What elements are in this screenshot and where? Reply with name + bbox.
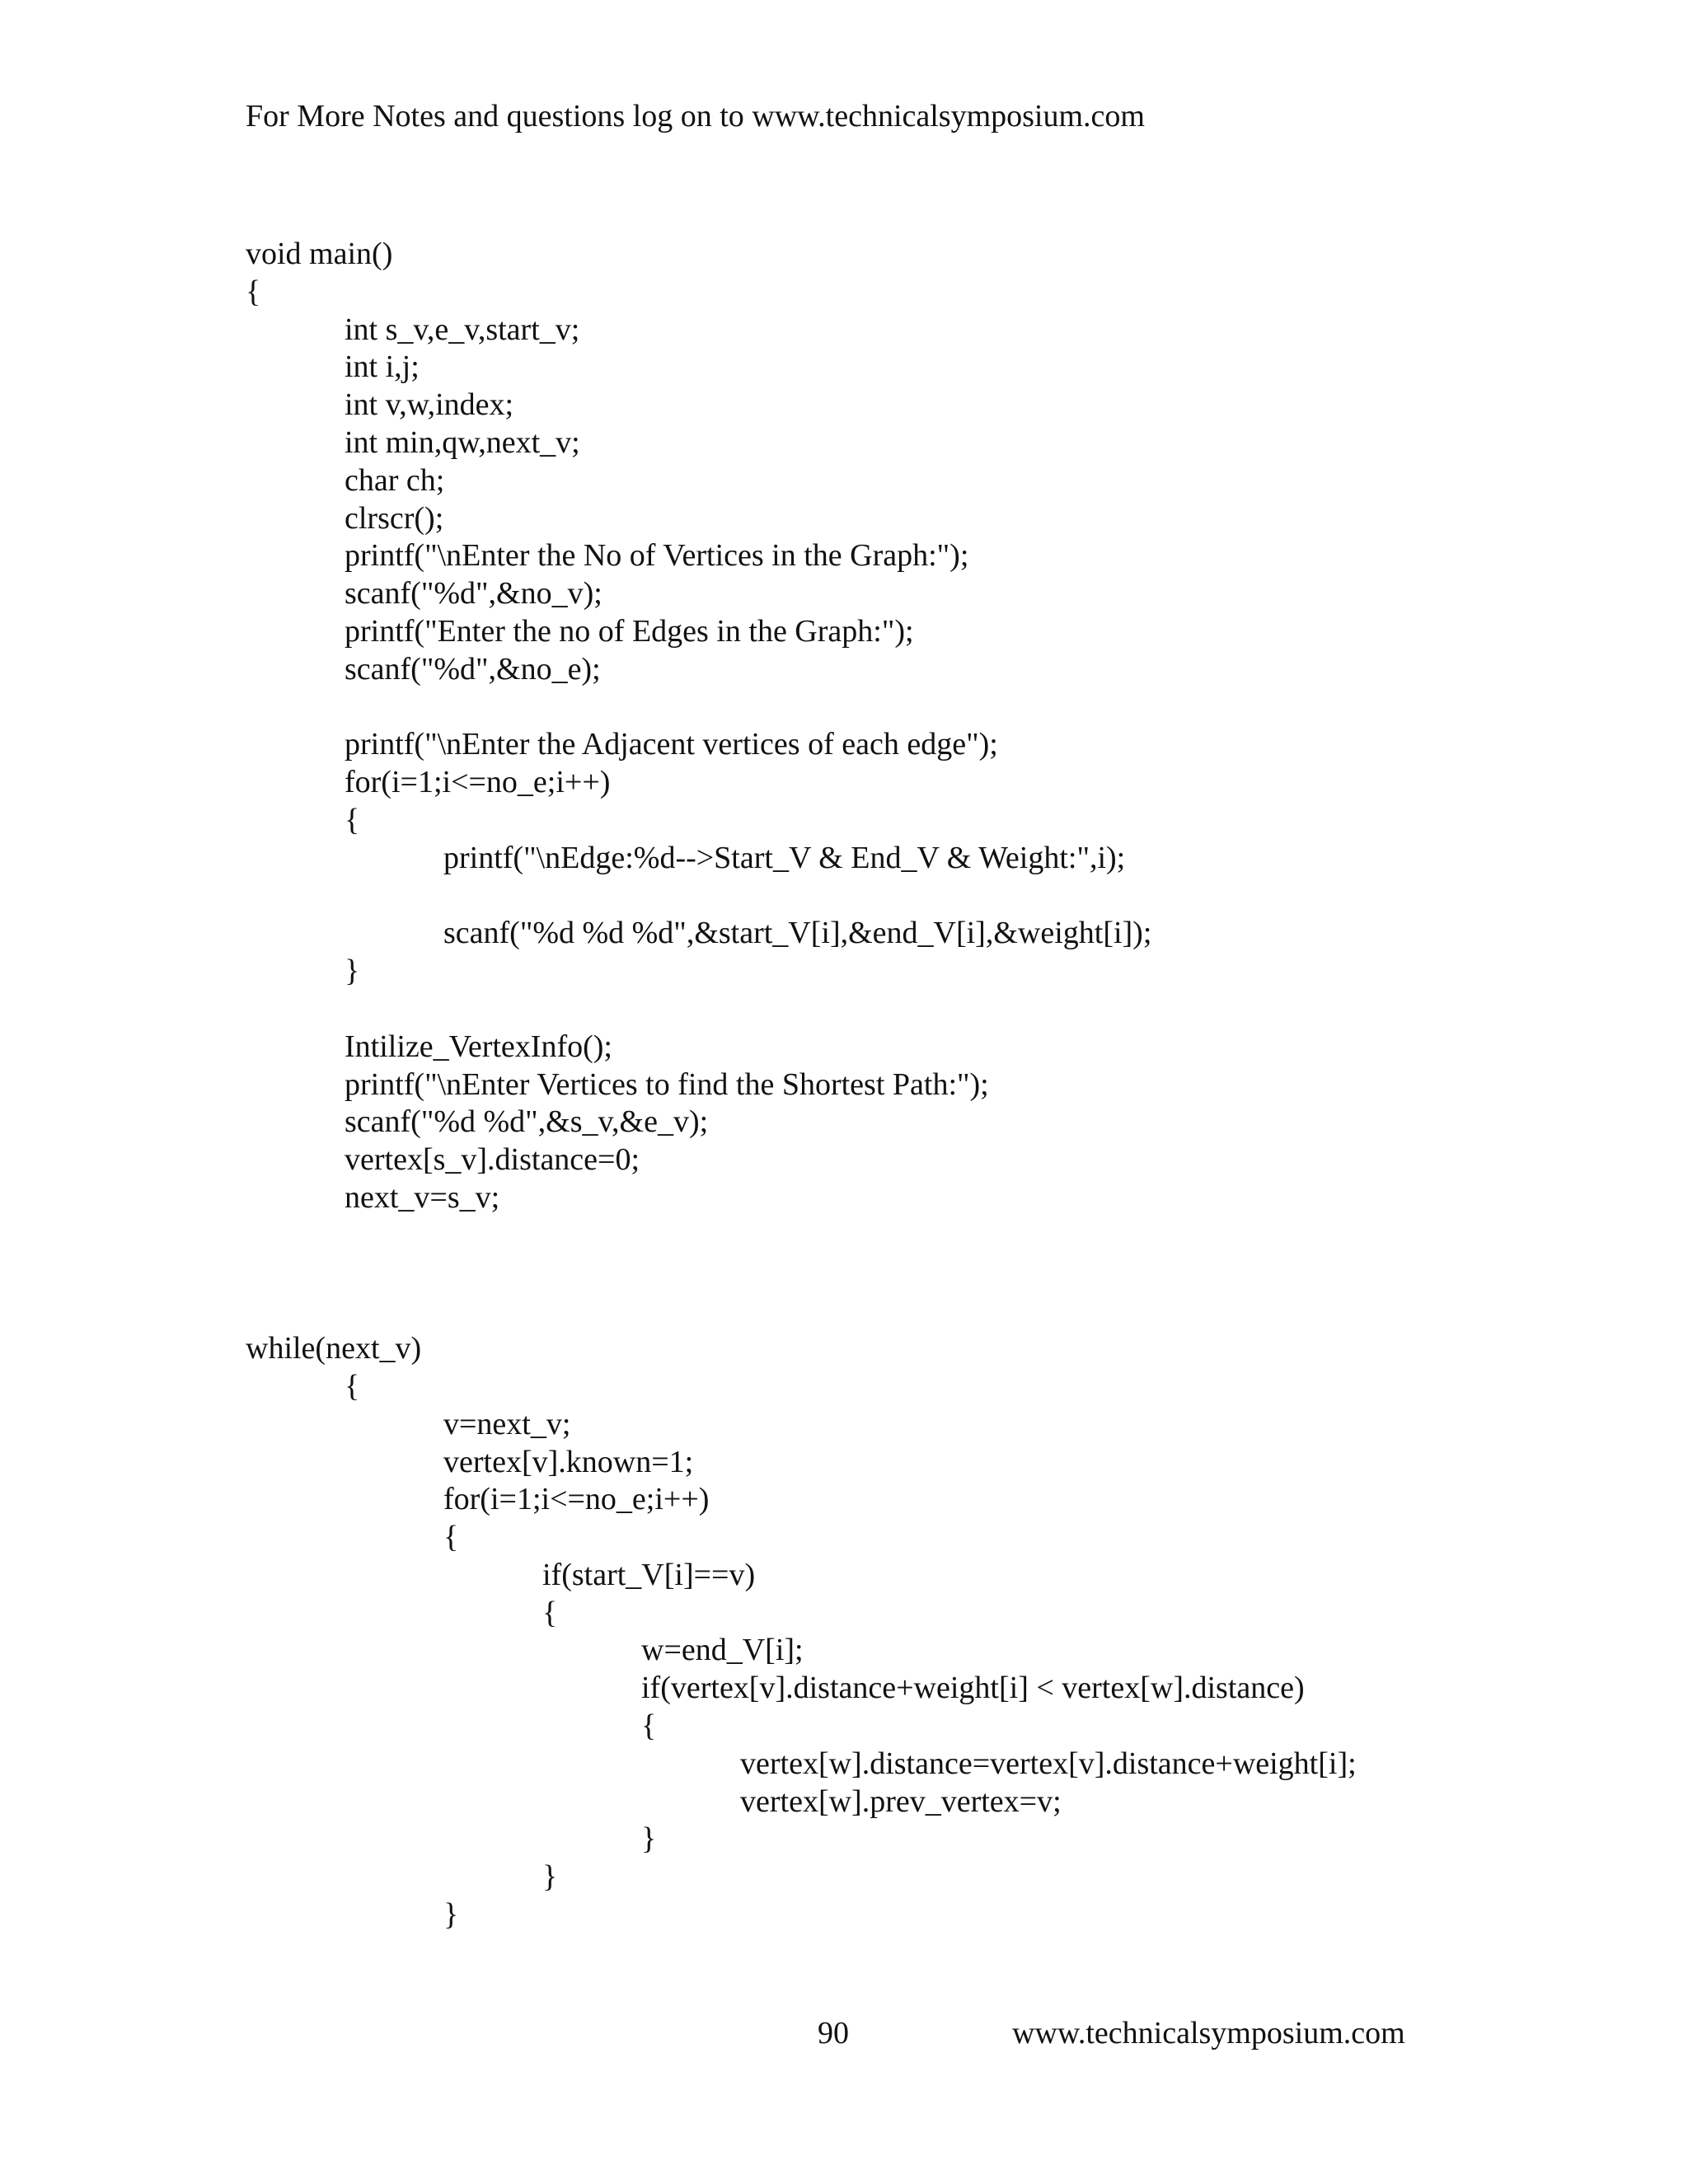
code-line: void main() [246,237,393,271]
code-line: clrscr(); [345,500,444,536]
code-line: char ch; [345,462,445,498]
code-line [246,991,1357,1029]
code-line: printf("\nEnter the No of Vertices in the Graph:"); [345,538,969,574]
code-line [246,1292,1357,1330]
code-line: scanf("%d %d %d",&start_V[i],&end_V[i],&weight[i]); [443,916,1152,951]
code-line: scanf("%d %d",&s_v,&e_v); [345,1104,709,1140]
code-line: printf("Enter the no of Edges in the Graph:"); [345,613,914,649]
code-line [246,689,1357,727]
code-line: } [641,1821,657,1857]
code-line [246,1217,1357,1255]
code-line: scanf("%d",&no_e); [345,651,601,687]
code-line: vertex[v].known=1; [443,1444,694,1479]
code-line: vertex[w].prev_vertex=v; [740,1783,1062,1819]
code-line: int min,qw,next_v; [345,424,580,460]
code-line: int s_v,e_v,start_v; [345,312,580,347]
code-line: if(vertex[v].distance+weight[i] < vertex[w].distance) [641,1671,1305,1706]
footer-url: www.technicalsymposium.com [1012,2016,1405,2050]
code-line [246,878,1357,916]
code-line [246,1255,1357,1293]
code-line: Intilize_VertexInfo(); [345,1029,612,1064]
code-listing [246,236,1357,1934]
code-line: { [641,1708,657,1744]
code-line: w=end_V[i]; [641,1633,804,1668]
code-line: { [246,274,261,309]
code-line: printf("\nEnter Vertices to find the Shortest Path:"); [345,1066,989,1102]
code-line: } [542,1859,558,1895]
code-line: vertex[s_v].distance=0; [345,1142,640,1178]
code-line: for(i=1;i<=no_e;i++) [345,765,611,800]
code-line: int i,j; [345,349,420,385]
page-number: 90 [818,2016,849,2050]
code-line: { [443,1520,459,1555]
code-line: { [542,1595,558,1630]
code-line: } [345,954,360,989]
page-header: For More Notes and questions log on to www.technicalsymposium.com [246,99,1145,134]
code-line: v=next_v; [443,1406,571,1441]
code-line: printf("\nEdge:%d-->Start_V & End_V & Weight:",i); [443,840,1126,875]
code-line: if(start_V[i]==v) [542,1557,756,1592]
code-line: printf("\nEnter the Adjacent vertices of each edge"); [345,727,998,762]
code-line: next_v=s_v; [345,1179,500,1215]
code-line: for(i=1;i<=no_e;i++) [443,1482,710,1517]
code-line: int v,w,index; [345,387,514,423]
code-line: vertex[w].distance=vertex[v].distance+weight[i]; [740,1746,1357,1781]
code-line: scanf("%d",&no_v); [345,576,603,612]
code-line: { [345,802,360,837]
code-line: while(next_v) [246,1331,422,1366]
code-line: { [345,1368,360,1404]
code-line: } [443,1897,459,1933]
